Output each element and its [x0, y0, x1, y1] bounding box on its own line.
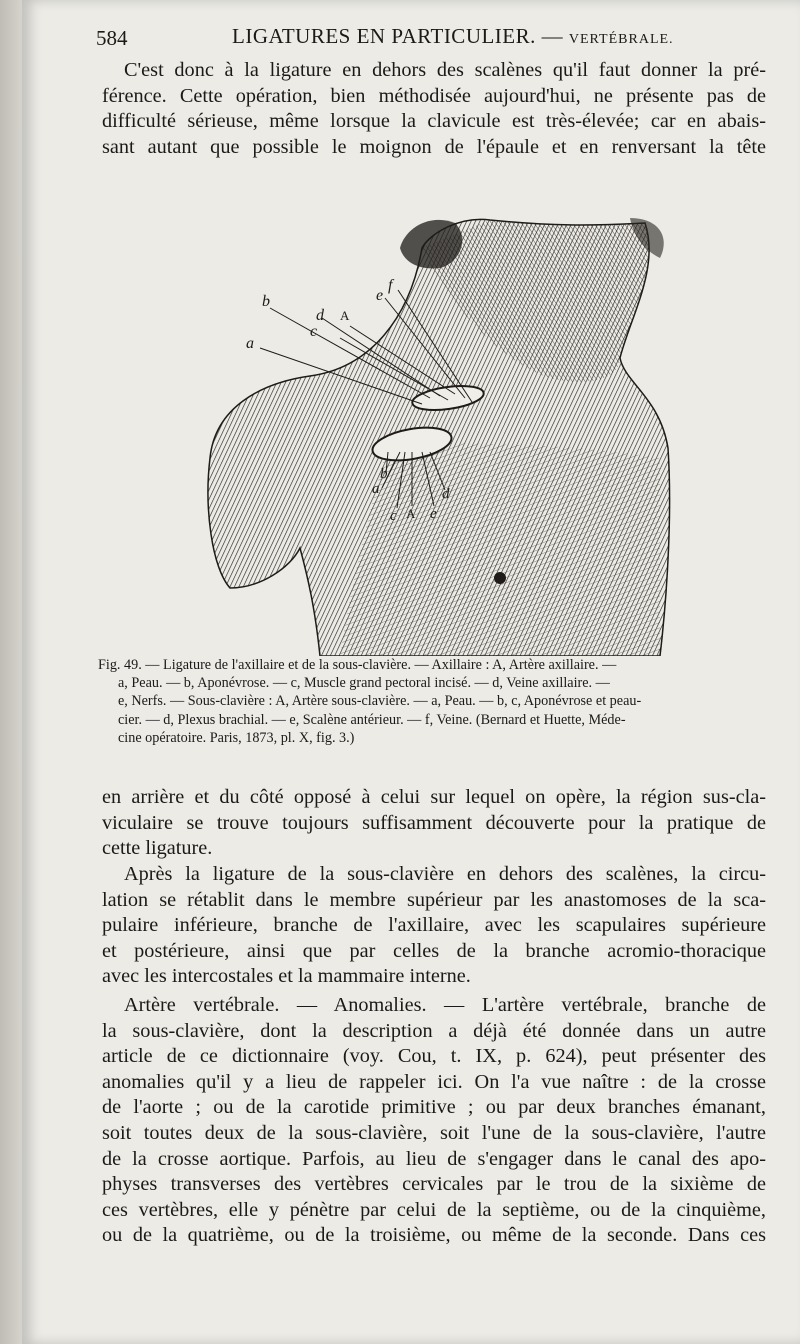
running-title-section: VERTÉBRALE.	[568, 32, 674, 47]
text-line: pulaire inférieure, branche de l'axillaire, avec les scapulaires supérieure	[102, 914, 766, 937]
text-line: en arrière et du côté opposé à celui sur lequel on opère, la région sus-cla-	[102, 786, 766, 808]
running-title-dash: —	[541, 24, 564, 48]
anatomical-engraving-figure-49	[190, 208, 680, 656]
caption-line: cine opératoire. Paris, 1873, pl. X, fig. 3.)	[118, 729, 355, 746]
text-line: férence. Cette opération, bien méthodisée aujourd'hui, ne présente pas de	[102, 84, 766, 107]
paragraph-ligature-continuation	[102, 785, 766, 862]
text-line: ces vertèbres, elle y pénètre par celui de la septième, ou de la cinquième,	[102, 1198, 766, 1221]
text-line: Après la ligature de la sous-clavière en dehors des scalènes, la circu-	[124, 863, 766, 885]
label-d-lower: d	[442, 486, 450, 502]
text-line: physes transverses des vertèbres cervicales par le trou de la sixième de	[102, 1173, 766, 1196]
caption-line: a, Peau. — b, Aponévrose. — c, Muscle grand pectoral incisé. — d, Veine axillaire. —	[118, 675, 610, 692]
text-line: de l'aorte ; ou de la carotide primitive ; ou par deux branches émanant,	[102, 1096, 766, 1119]
figure-caption	[98, 656, 768, 747]
running-title-main: LIGATURES EN PARTICULIER.	[232, 24, 536, 48]
text-line: anomalies qu'il y a lieu de rappeler ici. On l'a vue naître : de la crosse	[102, 1070, 766, 1093]
text-line: viculaire se trouve toujours suffisamment découverte pour la pratique de	[102, 811, 766, 834]
text-line: la sous-clavière, dont la description a déjà été donnée dans un autre	[102, 1019, 766, 1042]
paragraph-circulation	[102, 862, 766, 990]
label-a: a	[246, 335, 254, 352]
text-line: C'est donc à la ligature en dehors des scalènes qu'il faut donner la pré-	[124, 59, 766, 81]
label-f: f	[388, 277, 393, 294]
label-b: b	[262, 293, 270, 310]
text-line: difficulté sérieuse, même lorsque la clavicule est très-élevée; car en abais-	[102, 110, 766, 133]
running-title	[232, 24, 674, 49]
text-line: et postérieure, ainsi que par celles de la branche acromio-thoracique	[102, 939, 766, 962]
text-line: soit toutes deux de la sous-clavière, soit l'une de la sous-clavière, l'autre	[102, 1121, 766, 1144]
text-line: article de ce dictionnaire (voy. Cou, t. IX, p. 624), peut présenter des	[102, 1045, 766, 1068]
nipple	[494, 572, 506, 584]
label-e: e	[376, 287, 384, 304]
label-A-lower: A	[406, 506, 416, 521]
label-c: c	[310, 323, 318, 340]
paragraph-ligature-preference	[102, 58, 766, 160]
caption-line: e, Nerfs. — Sous-clavière : A, Artère sous-clavière. — a, Peau. — b, c, Aponévrose et peau-	[118, 693, 642, 710]
label-c-lower: c	[390, 508, 397, 524]
text-line: Artère vertébrale. — Anomalies. — L'artère vertébrale, branche de	[124, 994, 766, 1016]
label-A: A	[340, 308, 350, 323]
label-b-lower: b	[380, 466, 388, 482]
text-line: sant autant que possible le moignon de l'épaule et en renversant la tête	[102, 135, 766, 158]
book-spine-shadow	[0, 0, 22, 1344]
text-line: de la crosse aortique. Parfois, au lieu de s'engager dans le canal des apo-	[102, 1147, 766, 1170]
running-header	[96, 20, 768, 50]
text-line: avec les intercostales et la mammaire interne.	[102, 965, 471, 988]
label-a-lower: a	[372, 481, 380, 497]
label-d: d	[316, 307, 324, 324]
page-number: 584	[96, 26, 128, 50]
label-e-lower: e	[430, 506, 437, 522]
paragraph-vertebral-artery	[102, 993, 766, 1249]
text-line: cette ligature.	[102, 837, 213, 860]
text-line: ou de la quatrième, ou de la troisième, ou même de la seconde. Dans ces	[102, 1224, 766, 1247]
text-line: lation se rétablit dans le membre supérieur par les anastomoses de la sca-	[102, 888, 766, 911]
chest-shading	[340, 438, 660, 656]
caption-line: cier. — d, Plexus brachial. — e, Scalène antérieur. — f, Veine. (Bernard et Huette, Méde-	[118, 711, 626, 728]
caption-line: Fig. 49. — Ligature de l'axillaire et de la sous-clavière. — Axillaire : A, Artère axillaire. —	[98, 657, 617, 673]
